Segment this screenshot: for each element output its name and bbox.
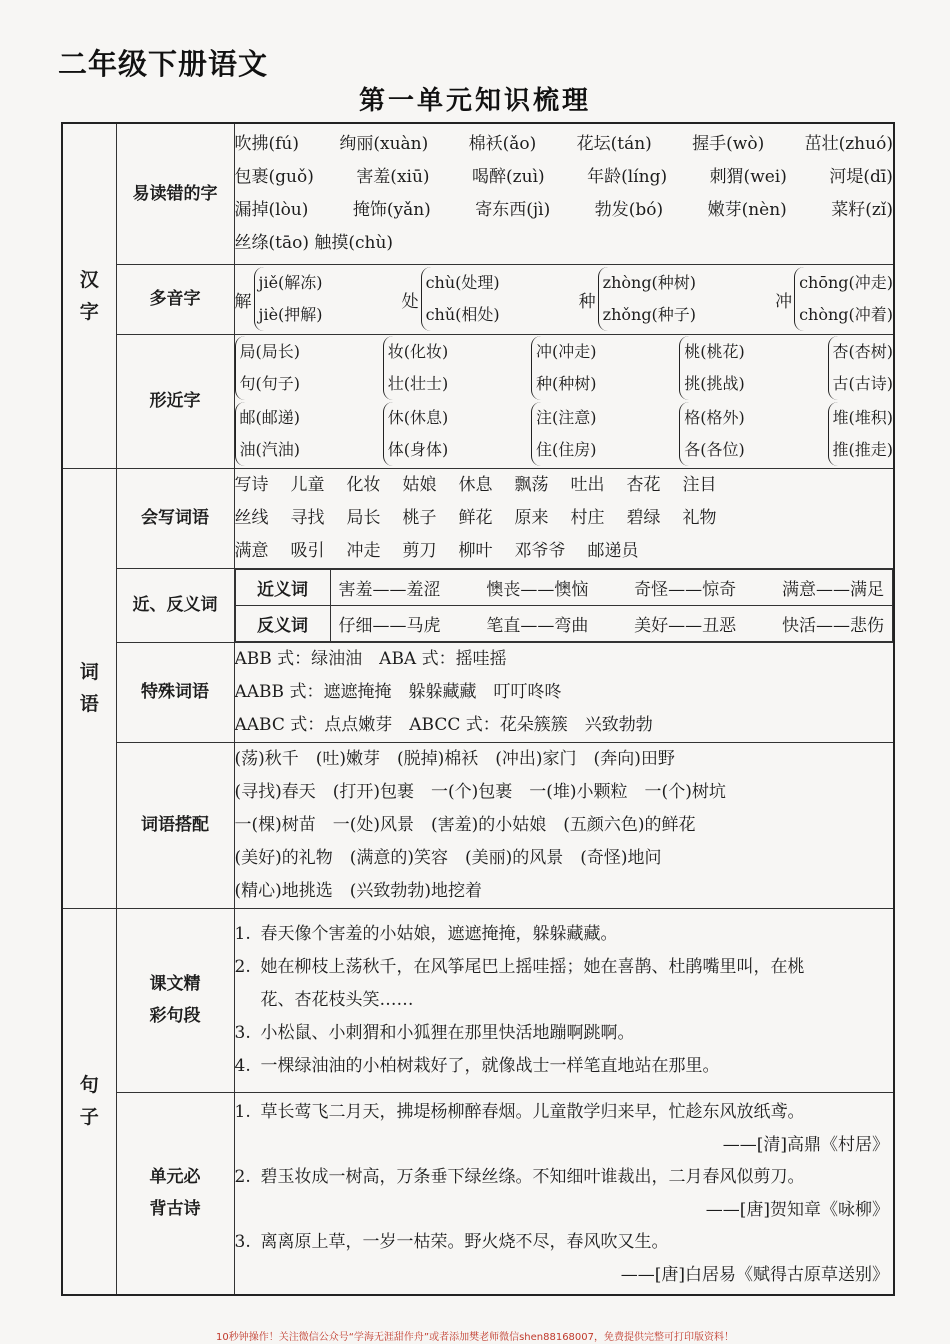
word-item: 桃子 [402,507,437,528]
passage-text: 小松鼠、小刺猬和小狐狸在那里快活地蹦啊跳啊。 [260,1022,635,1043]
footer-notice: 10秒钟操作！关注微信公众号“学海无涯甜作舟”或者添加樊老师微信shen88168007，免费提供完整可打印版资料！ [215,1332,735,1343]
word-item: 杏花 [626,474,661,495]
word-item: 邓爷爷 [514,540,566,561]
subcat-polyphonic-label: 多音字 [149,289,201,309]
word-item: 花坛(tán) [576,133,652,154]
category-ciyu-char-2: 语 [79,693,99,715]
row-polyphonic [62,264,894,334]
word-item: 掩饰(yǎn) [352,199,431,220]
main-title: 第一单元知识梳理 [358,86,591,116]
special-words-content [234,642,894,742]
similar-top: 堆(堆积) [832,408,893,427]
word-item: 剪刀 [402,540,437,561]
brace [794,267,893,331]
word-item: 柳叶 [458,540,493,561]
write-words-row [235,502,894,535]
subcat-similar-shape-label: 形近字 [149,391,201,411]
category-hanzi [62,123,116,468]
word-item: 包裹(guǒ) [234,166,314,187]
brace [828,402,894,466]
word-item: 冲走 [346,540,381,561]
category-juzi [62,908,116,1295]
brace [235,336,301,400]
collocation-line: (寻找)春天 (打开)包裹 一(个)包裹 一(堆)小颗粒 一(个)树坑 [234,781,726,802]
similar-bottom: 古(古诗) [832,374,893,393]
word-item: 喝醉(zuì) [472,166,545,187]
similar-row [235,336,894,400]
word-item: 碧绿 [626,507,661,528]
word-item: 漏掉(lòu) [234,199,309,220]
antonym-label: 反义词 [235,605,330,641]
synonym-pair: 懊丧——懊恼 [486,579,589,600]
word-item: 礼物 [682,507,717,528]
word-item: 化妆 [346,474,381,495]
subcat-easy-misread [116,123,234,264]
poem-number: 3. [234,1231,251,1252]
poem-number: 2. [234,1166,251,1187]
word-item: 满意 [234,540,269,561]
similar-bottom: 住(住房) [536,440,597,459]
passage-number: 2. [234,956,251,977]
subcat-syn-ant [116,568,234,642]
word-item: 丝线 [234,507,269,528]
poem-number: 1. [234,1101,251,1122]
reading-bottom: chǔ(相处) [425,305,500,324]
top-title: 二年级下册语文 [58,47,269,81]
row-similar-shape [62,334,894,468]
synonym-cell [330,569,893,605]
reading-top: chōng(冲走) [799,273,893,292]
poem-text: 碧玉妆成一树高，万条垂下绿丝绦。不知细叶谁裁出，二月春风似剪刀。 [260,1166,805,1187]
polyphonic-group [402,267,500,331]
passage-text: 一棵绿油油的小柏树栽好了，就像战士一样笔直地站在那里。 [260,1055,720,1076]
brace [383,402,449,466]
brace [383,336,449,400]
passage-text: 她在柳枝上荡秋千，在风筝尾巴上摇哇摇；她在喜鹊、杜鹃嘴里叫，在桃 [260,956,805,977]
collocation-line: (荡)秋千 (吐)嫩芽 (脱掉)棉袄 (冲出)家门 (奔向)田野 [234,748,675,769]
category-hanzi-char-1: 汉 [79,268,99,291]
similar-top: 格(格外) [684,408,745,427]
category-ciyu-char-1: 词 [79,661,99,683]
special-words-line: AABB 式：遮遮掩掩 躲躲藏藏 叮叮咚咚 [234,681,562,702]
easy-misread-row [235,194,894,227]
subcat-syn-ant-label: 近、反义词 [132,595,218,615]
subcat-write-words-label: 会写词语 [141,508,209,528]
collocation-line: (精心)地挑选 (兴致勃勃)地挖着 [234,880,483,901]
easy-misread-row [235,128,894,161]
collocations-content [234,742,894,908]
special-words-line: AABC 式：点点嫩芽 ABCC 式：花朵簇簇 兴致勃勃 [234,714,653,735]
poem-item [235,1226,894,1259]
similar-bottom: 种(种树) [536,374,597,393]
subcat-passages-label-2: 彩句段 [149,1006,201,1026]
row-write-words [62,468,894,568]
subcat-passages-label-1: 课文精 [149,974,201,994]
row-collocations [62,742,894,908]
word-item: 害羞(xiū) [356,166,430,187]
syn-ant-content [234,568,894,642]
polyphonic-content [234,264,894,334]
similar-top: 妆(化妆) [387,342,449,361]
word-item: 寻找 [290,507,325,528]
similar-bottom: 油(汽油) [239,440,300,459]
word-item: 吸引 [290,540,325,561]
collocation-line: (美好)的礼物 (满意的)笑容 (美丽)的风景 (奇怪)地问 [234,847,662,868]
word-item: 刺猬(wei) [709,166,787,187]
poem-item [235,1096,894,1129]
polyphonic-char: 处 [401,291,419,312]
word-item: 茁壮(zhuó) [804,133,893,154]
similar-top: 杏(杏树) [832,342,893,361]
category-juzi-char-1: 句 [79,1074,99,1097]
subcat-collocations-label: 词语搭配 [141,815,209,835]
subcat-poems-label-1: 单元必 [149,1167,201,1188]
passage-item [235,918,894,951]
brace [254,267,323,331]
subcat-poems [116,1092,234,1295]
subcat-similar-shape [116,334,234,468]
antonym-pair: 笔直——弯曲 [486,615,589,636]
write-words-row [235,469,894,502]
similar-row [235,402,894,466]
passage-item [235,1050,894,1083]
passage-number: 4. [234,1055,251,1076]
write-words-row [235,535,894,568]
antonym-pair: 仔细——马虎 [338,615,441,636]
brace [421,267,500,331]
knowledge-table [61,122,895,1296]
word-item: 吹拂(fú) [234,133,300,154]
poem-text: 离离原上草，一岁一枯荣。野火烧不尽，春风吹又生。 [260,1231,669,1252]
easy-misread-content [234,123,894,264]
passage-number: 3. [234,1022,251,1043]
similar-top: 冲(冲走) [536,342,597,361]
similar-top: 注(注意) [536,408,597,427]
write-words-content [234,468,894,568]
word-item: 写诗 [234,474,269,495]
poem-item [235,1161,894,1194]
similar-bottom: 壮(壮士) [387,374,449,393]
word-item: 村庄 [570,507,605,528]
word-item: 儿童 [290,474,325,495]
reading-top: zhòng(种树) [602,273,697,292]
reading-bottom: zhǒng(种子) [602,305,697,324]
word-item: 寄东西(jì) [475,199,551,220]
category-juzi-char-2: 子 [79,1106,99,1129]
brace [531,336,597,400]
polyphonic-group [579,267,696,331]
reading-top: chù(处理) [425,273,500,292]
subcat-special-words-label: 特殊词语 [141,682,209,702]
word-item: 鲜花 [458,507,493,528]
word-item: 丝绦(tāo) [234,232,309,253]
word-item: 吐出 [570,474,605,495]
passage-item [235,951,894,984]
row-special-words [62,642,894,742]
passage-continuation: 花、杏花枝头笑…… [260,989,414,1010]
passage-item [235,1017,894,1050]
word-item: 邮递员 [587,540,639,561]
word-item: 注目 [682,474,717,495]
row-syn-ant [62,568,894,642]
subcat-easy-misread-label: 易读错的字 [132,183,218,204]
poem-attribution: ——[唐]贺知章《咏柳》 [705,1199,889,1220]
brace [679,336,745,400]
row-easy-misread [62,123,894,264]
subcat-collocations [116,742,234,908]
category-hanzi-char-2: 字 [79,300,99,323]
word-item: 棉袄(ǎo) [468,133,537,154]
easy-misread-row [235,161,894,194]
brace [828,336,894,400]
collocation-line: 一(棵)树苗 一(处)风景 (害羞)的小姑娘 (五颜六色)的鲜花 [234,814,696,835]
word-item: 河堤(dī) [829,166,893,187]
brace [679,402,745,466]
similar-top: 休(休息) [387,408,449,427]
word-item: 姑娘 [402,474,437,495]
subcat-passages [116,908,234,1092]
easy-misread-row [235,227,894,260]
passage-number: 1. [234,923,251,944]
polyphonic-group [235,267,323,331]
word-item: 局长 [346,507,381,528]
poem-attribution: ——[唐]白居易《赋得古原草送别》 [620,1264,889,1285]
word-item: 休息 [458,474,493,495]
row-poems [62,1092,894,1295]
syn-ant-table [235,569,894,642]
antonym-pair: 快活——悲伤 [781,615,884,636]
brace [235,402,301,466]
similar-bottom: 挑(挑战) [684,374,745,393]
word-item: 触摸(chù) [314,232,394,253]
similar-top: 桃(桃花) [684,342,745,361]
synonym-pair: 害羞——羞涩 [338,579,441,600]
similar-bottom: 各(各位) [684,440,745,459]
word-item: 握手(wò) [692,133,765,154]
polyphonic-char: 种 [578,291,596,312]
passage-text: 春天像个害羞的小姑娘，遮遮掩掩，躲躲藏藏。 [260,923,618,944]
subcat-poems-label-2: 背古诗 [149,1199,201,1220]
reading-bottom: chòng(冲着) [799,305,893,324]
subcat-special-words [116,642,234,742]
special-words-line: ABB 式：绿油油 ABA 式：摇哇摇 [234,648,507,669]
poem-attribution: ——[清]高鼎《村居》 [722,1134,889,1155]
poems-content [234,1092,894,1295]
row-passages [62,908,894,1092]
antonym-pair: 美好——丑恶 [634,615,737,636]
similar-bottom: 推(推走) [832,440,893,459]
similar-top: 邮(邮递) [239,408,300,427]
antonym-cell [330,605,893,641]
subcat-write-words [116,468,234,568]
word-item: 原来 [514,507,549,528]
reading-bottom: jiè(押解) [258,305,323,324]
synonym-pair: 奇怪——惊奇 [634,579,737,600]
passages-content [234,908,894,1092]
similar-shape-content [234,334,894,468]
word-item: 绚丽(xuàn) [339,133,429,154]
poem-text: 草长莺飞二月天，拂堤杨柳醉春烟。儿童散学归来早，忙趁东风放纸鸢。 [260,1101,805,1122]
word-item: 菜籽(zǐ) [831,199,893,220]
word-item: 勃发(bó) [594,199,664,220]
similar-bottom: 句(句子) [239,374,300,393]
subcat-polyphonic [116,264,234,334]
synonym-pair: 满意——满足 [781,579,884,600]
similar-top: 局(局长) [239,342,300,361]
word-item: 飘荡 [514,474,549,495]
word-item: 年龄(líng) [587,166,668,187]
category-ciyu [62,468,116,908]
similar-bottom: 体(身体) [387,440,449,459]
word-item: 嫩芽(nèn) [707,199,787,220]
synonym-label: 近义词 [235,569,330,605]
reading-top: jiě(解冻) [258,273,323,292]
polyphonic-group [775,267,893,331]
brace [598,267,696,331]
polyphonic-char: 解 [234,291,252,312]
brace [531,402,597,466]
polyphonic-char: 冲 [775,291,793,312]
